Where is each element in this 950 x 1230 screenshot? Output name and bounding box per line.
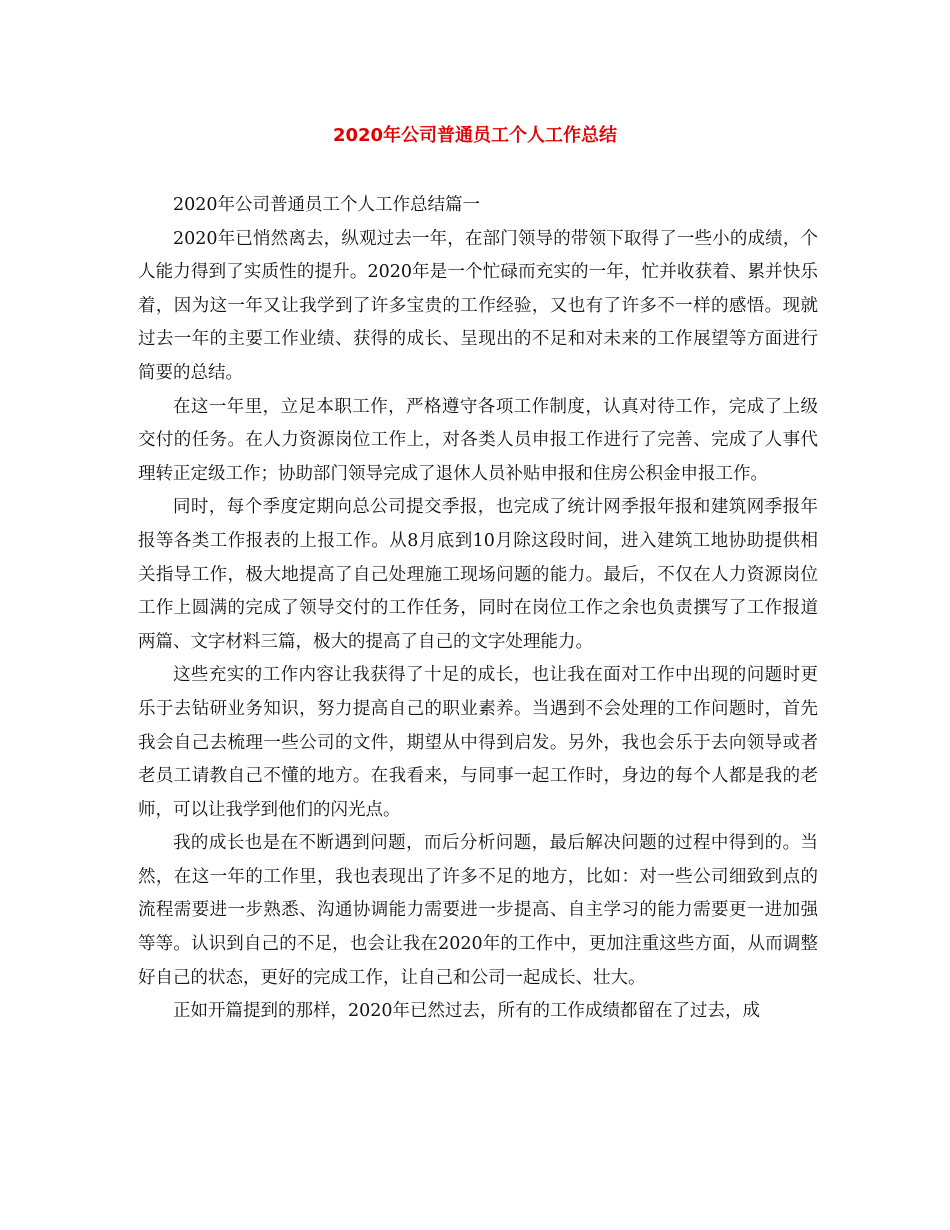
paragraph-4: 这些充实的工作内容让我获得了十足的成长，也让我在面对工作中出现的问题时更乐于去钻研业务知识，努力提高自己的职业素养。当遇到不会处理的工作问题时，首先我会自己去梳理一些公司的文件，期望从中得到启发。另外，我也会乐于去向领导或者老员工请教自己不懂的地方。在我看来，与同事一起工作时，身边的每个人都是我的老师，可以让我学到他们的闪光点。 — [138, 665, 818, 820]
paragraph-1: 2020年已悄然离去，纵观过去一年，在部门领导的带领下取得了一些小的成绩，个人能力得到了实质性的提升。2020年是一个忙碌而充实的一年，忙并收获着、累并快乐着，因为这一年又让我学到了许多宝贵的工作经验，又也有了许多不一样的感悟。现就过去一年的主要工作业绩、获得的成长、呈现出的不足和对未来的工作展望等方面进行简要的总结。 — [138, 228, 818, 383]
section-heading: 2020年公司普通员工个人工作总结篇一 — [173, 195, 481, 215]
paragraph-2: 在这一年里，立足本职工作，严格遵守各项工作制度，认真对待工作，完成了上级交付的任务。在人力资源岗位工作上，对各类人员申报工作进行了完善、完成了人事代理转正定级工作；协助部门领导完成了退休人员补贴申报和住房公积金申报工作。 — [138, 396, 818, 484]
paragraph-5: 我的成长也是在不断遇到问题，而后分析问题，最后解决问题的过程中得到的。当然，在这一年的工作里，我也表现出了许多不足的地方，比如：对一些公司细致到点的流程需要进一步熟悉、沟通协调能力需要进一步提高、自主学习的能力需要更一进加强等等。认识到自己的不足，也会让我在2020年的工作中，更加注重这些方面，从而调整好自己的状态，更好的完成工作，让自己和公司一起成长、壮大。 — [138, 833, 818, 988]
document-body — [138, 189, 818, 1029]
document-title: 2020年公司普通员工个人工作总结 — [332, 125, 618, 146]
paragraph-3: 同时，每个季度定期向总公司提交季报，也完成了统计网季报年报和建筑网季报年报等各类工作报表的上报工作。从8月底到10月除这段时间，进入建筑工地协助提供相关指导工作，极大地提高了自己处理施工现场问题的能力。最后，不仅在人力资源岗位工作上圆满的完成了领导交付的工作任务，同时在岗位工作之余也负责撰写了工作报道两篇、文字材料三篇，极大的提高了自己的文字处理能力。 — [138, 497, 818, 652]
paragraph-6: 正如开篇提到的那样，2020年已然过去，所有的工作成绩都留在了过去，成 — [173, 1001, 761, 1022]
